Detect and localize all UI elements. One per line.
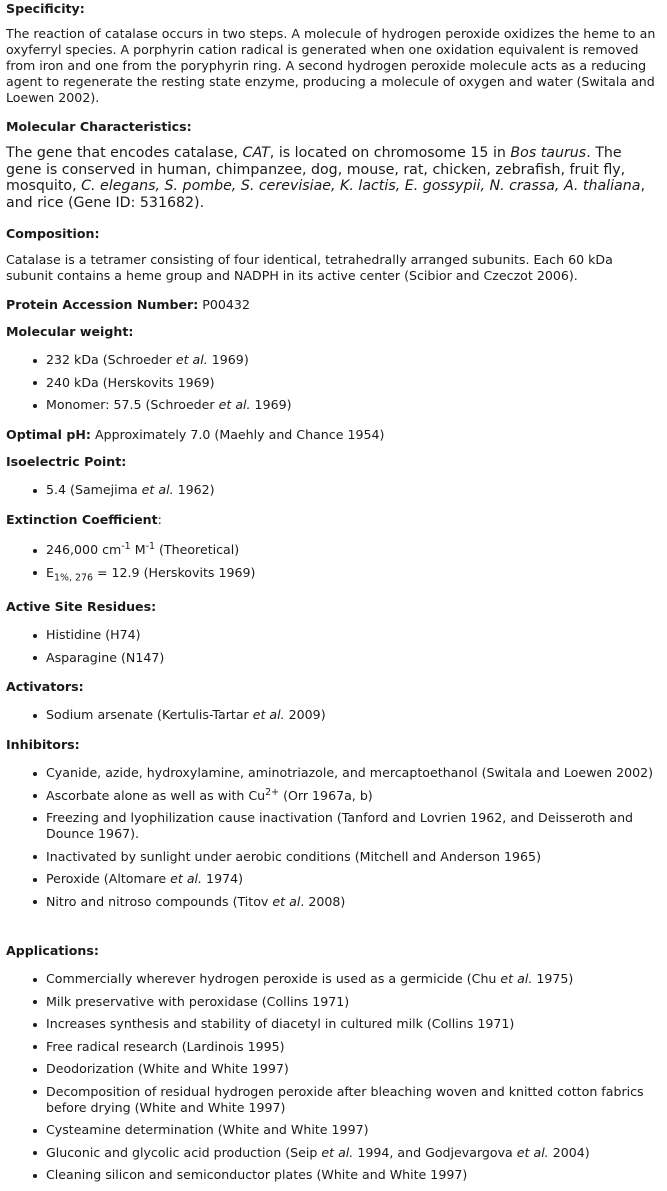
extinction-heading-line: Extinction Coefficient: — [6, 512, 162, 527]
optimal-ph-line: Optimal pH: Approximately 7.0 (Maehly and Chance 1954) — [6, 427, 385, 442]
applications-section — [6, 942, 659, 1190]
list-item: Decomposition of residual hydrogen peroxide after bleaching woven and knitted cotton fabrics before drying (White and White 1997) — [6, 1084, 659, 1116]
composition-text: Catalase is a tetramer consisting of four identical, tetrahedrally arranged subunits. Each 60 kDa subunit contains a heme group and NADPH in its active center (Scibior and Czeczot 2006). — [6, 252, 613, 283]
specificity-heading: Specificity: — [6, 1, 85, 16]
molecular-weight-list — [6, 352, 659, 413]
molecular-heading: Molecular Characteristics: — [6, 119, 192, 134]
applications-list — [6, 971, 659, 1183]
list-item: Deodorization (White and White 1997) — [6, 1061, 659, 1077]
optimal-ph-section — [6, 426, 659, 444]
list-item: Increases synthesis and stability of diacetyl in cultured milk (Collins 1971) — [6, 1016, 659, 1032]
active-site-section — [6, 598, 659, 672]
list-item: 240 kDa (Herskovits 1969) — [6, 375, 659, 391]
list-item: Free radical research (Lardinois 1995) — [6, 1039, 659, 1055]
molecular-weight-heading: Molecular weight: — [6, 324, 134, 339]
list-item: Cysteamine determination (White and White 1997) — [6, 1122, 659, 1138]
list-item: Nitro and nitroso compounds (Titov et al. 2008) — [6, 894, 659, 910]
extinction-list — [6, 542, 659, 581]
inhibitors-heading: Inhibitors: — [6, 737, 80, 752]
activators-section — [6, 678, 659, 730]
specificity-section — [6, 0, 659, 106]
activators-list — [6, 707, 659, 723]
list-item: 232 kDa (Schroeder et al. 1969) — [6, 352, 659, 368]
accession-line: Protein Accession Number: P00432 — [6, 297, 250, 312]
isoelectric-heading: Isoelectric Point: — [6, 454, 127, 469]
list-item: Sodium arsenate (Kertulis-Tartar et al. 2009) — [6, 707, 659, 723]
list-item: Ascorbate alone as well as with $Cu^{2+}$ (Orr 1967a, b) — [6, 788, 659, 804]
extinction-section — [6, 511, 659, 587]
active-site-list — [6, 627, 659, 666]
inhibitors-section — [6, 736, 659, 916]
list-item: Milk preservative with peroxidase (Collins 1971) — [6, 994, 659, 1010]
list-item: Monomer: 57.5 (Schroeder et al. 1969) — [6, 397, 659, 413]
list-item: Inactivated by sunlight under aerobic conditions (Mitchell and Anderson 1965) — [6, 849, 659, 865]
list-item: Asparagine (N147) — [6, 650, 659, 666]
extinction-heading: Extinction Coefficient — [6, 512, 158, 527]
list-item: 246,000 $cm^{-1}$ $M^{-1}$ (Theoretical) — [6, 542, 659, 558]
list-item: Gluconic and glycolic acid production (Seip et al. 1994, and Godjevargova et al. 2004) — [6, 1145, 659, 1161]
list-item: Histidine (H74) — [6, 627, 659, 643]
specificity-text: The reaction of catalase occurs in two steps. A molecule of hydrogen peroxide oxidizes the heme to an oxyferryl species. A porphyrin cation radical is generated when one oxidation equivalent is removed from iron and one from the poryphyrin ring. A second hydrogen peroxide molecule acts as a reducing agent to regenerate the resting state enzyme, producing a molecule of oxygen and water (Switala and Loewen 2002). — [6, 26, 656, 105]
list-item: Cleaning silicon and semiconductor plates (White and White 1997) — [6, 1167, 659, 1183]
accession-section — [6, 296, 659, 314]
molecular-section — [6, 118, 659, 211]
list-item: Peroxide (Altomare et al. 1974) — [6, 871, 659, 887]
molecular-text: The gene that encodes catalase, CAT, is located on chromosome 15 in Bos taurus. The gene is conserved in human, chimpanzee, dog, mouse, rat, chicken, zebrafish, fruit fly, mosquito, C. elegans, S. pombe, S. cerevisiae, K. lactis, E. gossypii, N. crassa, A. thaliana, and rice (Gene ID: 531682). — [6, 145, 645, 211]
list-item: $E_{1\%, 276} = 12.9$ (Herskovits 1969) — [6, 565, 659, 581]
isoelectric-section — [6, 453, 659, 505]
active-site-heading: Active Site Residues: — [6, 599, 157, 614]
list-item: Cyanide, azide, hydroxylamine, aminotriazole, and mercaptoethanol (Switala and Loewen 2002) — [6, 765, 659, 781]
list-item: Commercially wherever hydrogen peroxide is used as a germicide (Chu et al. 1975) — [6, 971, 659, 987]
list-item: 5.4 (Samejima et al. 1962) — [6, 482, 659, 498]
activators-heading: Activators: — [6, 679, 84, 694]
applications-heading: Applications: — [6, 943, 99, 958]
composition-heading: Composition: — [6, 226, 100, 241]
molecular-weight-section — [6, 323, 659, 420]
composition-section — [6, 225, 659, 284]
list-item: Freezing and lyophilization cause inactivation (Tanford and Lovrien 1962, and Deisseroth and Dounce 1967). — [6, 810, 659, 842]
inhibitors-list — [6, 765, 659, 910]
isoelectric-list — [6, 482, 659, 498]
